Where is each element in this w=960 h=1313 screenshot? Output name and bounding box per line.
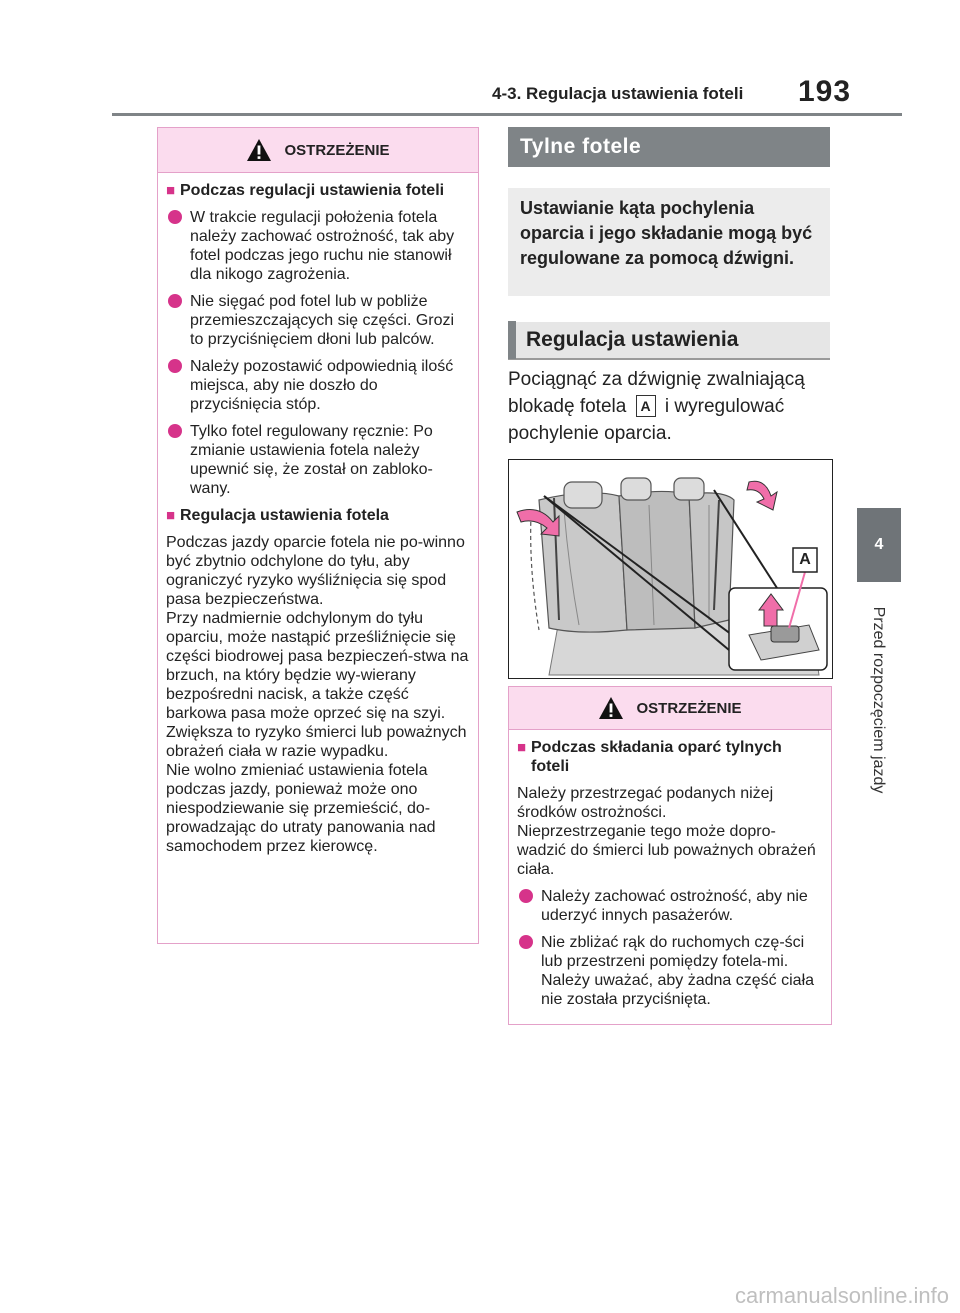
list-item [166, 292, 470, 349]
bullet-dot-icon [168, 210, 182, 224]
section-marker [508, 321, 516, 359]
list-item-text: W trakcie regulacji położenia fotela należy zachować ostrożność, tak aby fotel podczas jego ruchu nie stanowił dla nikogo zagrożenia. [190, 209, 455, 283]
warning-heading-text: Regulacja ustawienia fotela [180, 507, 389, 524]
bullet-dot-icon [519, 889, 533, 903]
list-item-text: Nie sięgać pod fotel lub w pobliże przemieszczających się części. Grozi to przyciśnięciem dłoni lub palców. [190, 293, 455, 348]
instruction-part: Pociągnąć za dźwignię zwalniającą blokadę fotela [508, 369, 805, 417]
watermark: carmanualsonline.info [735, 1283, 950, 1308]
chapter-number: 4 [874, 536, 884, 553]
list-item-text: Należy pozostawić odpowiednią ilość miejsca, aby nie doszło do przyciśnięcia stóp. [190, 358, 454, 413]
list-item-text: Nie zbliżać rąk do ruchomych czę-ści lub przestrzeni pomiędzy fotela-mi. Należy uważać, aby żadna część ciała nie została przyciśnięta. [541, 934, 815, 1008]
bullet-dot-icon [168, 294, 182, 308]
bullet-dot-icon [168, 359, 182, 373]
section-title: 4-3. Regulacja ustawienia foteli [492, 84, 744, 103]
instruction-text [508, 366, 838, 447]
warning-triangle-icon [246, 138, 272, 162]
list-item-text: Należy zachować ostrożność, aby nie uderzyć innych pasażerów. [541, 888, 808, 924]
header-rule [112, 113, 902, 116]
list-item [517, 933, 823, 1009]
rear-seat-illustration [508, 459, 833, 679]
warning-heading-text: Podczas składania oparć tylnych foteli [531, 739, 782, 775]
section-heading-text: Regulacja ustawienia [526, 328, 739, 351]
list-item [166, 357, 470, 414]
list-item [166, 208, 470, 284]
warning-header [509, 687, 831, 730]
list-item-text: Tylko fotel regulowany ręcznie: Po zmianie ustawienia fotela należy upewnić się, że został on zabloko-wany. [190, 423, 433, 497]
warning-paragraph: Przy nadmiernie odchylonym do tyłu oparciu, może nastąpić prześliźnięcie się części biodrowej pasa bezpieczeń-stwa na brzuch, na który będzie wy-wierany bezpośredni nacisk, a także część barkowa pasa może oprzeć się na szyi. Zwiększa to ryzyko śmierci lub poważnych obrażeń ciała w razie wypadku. [166, 610, 469, 760]
warning-heading-text: Podczas regulacji ustawienia foteli [180, 182, 445, 199]
square-bullet-icon: ■ [166, 507, 176, 524]
warning-title: OSTRZEŻENIE [284, 141, 390, 159]
list-item [517, 887, 823, 925]
warning-paragraph: Nieprzestrzeganie tego może dopro-wadzić do śmierci lub poważnych obrażeń ciała. [517, 823, 816, 878]
warning-box-left [157, 127, 479, 944]
bullet-dot-icon [168, 424, 182, 438]
callout-label: A [636, 395, 656, 417]
page-subtitle: Ustawianie kąta pochylenia oparcia i jego składanie mogą być regulowane za pomocą dźwigni. [508, 188, 830, 296]
chapter-tab[interactable] [857, 508, 901, 582]
figure-callout-label: A [799, 551, 811, 568]
rear-seat-drawing [509, 460, 832, 678]
page-title: Tylne fotele [508, 127, 830, 167]
square-bullet-icon: ■ [166, 182, 176, 199]
warning-paragraph: Podczas jazdy oparcie fotela nie po-winno być zbytnio odchylone do tyłu, aby ograniczyć ryzyko wyśliźnięcia się spod pasa bezpieczeństwa. [166, 534, 465, 608]
instruction-part: i wyregulować pochylenie oparcia. [508, 396, 785, 444]
list-item [166, 422, 470, 498]
section-heading [508, 322, 830, 360]
square-bullet-icon: ■ [517, 739, 527, 756]
bullet-dot-icon [519, 935, 533, 949]
warning-box-right [508, 686, 832, 1025]
warning-heading [166, 506, 470, 525]
warning-header [158, 128, 478, 173]
warning-title: OSTRZEŻENIE [636, 699, 742, 717]
warning-heading [166, 181, 470, 200]
warning-heading [517, 738, 823, 776]
warning-paragraph: Nie wolno zmieniać ustawienia fotela podczas jazdy, ponieważ może ono niespodziewanie się przemieścić, do-prowadzając do utraty panowania nad samochodem przez kierowcę. [166, 762, 436, 855]
warning-paragraph: Należy przestrzegać podanych niżej środków ostrożności. [517, 785, 774, 821]
page-number: 193 [798, 75, 852, 108]
chapter-label: Przed rozpoczęciem jazdy [870, 606, 887, 794]
warning-triangle-icon [598, 696, 624, 720]
